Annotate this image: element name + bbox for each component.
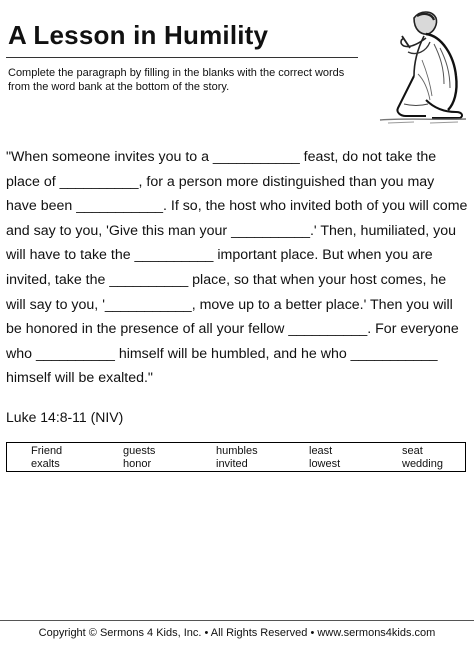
title-underline <box>6 57 358 58</box>
word-bank <box>6 442 466 472</box>
word-bank-item: guests <box>123 445 156 457</box>
word-bank-item: lowest <box>309 458 341 470</box>
word-bank-item: honor <box>123 458 152 470</box>
word-bank-item: seat <box>402 445 423 457</box>
copyright-footer: Copyright © Sermons 4 Kids, Inc. • All Rights Reserved • www.sermons4kids.com <box>38 627 436 639</box>
word-bank-item: least <box>309 445 333 457</box>
scripture-reference: Luke 14:8-11 (NIV) <box>6 409 124 425</box>
kneeling-praying-figure-icon <box>374 4 470 126</box>
word-bank-item: wedding <box>402 458 443 470</box>
story-passage: "When someone invites you to a ___________ feast, do not take the place of __________, for a person more distinguished than you may have been ___________. If so, the host who invited both of you will come and say to you, 'Give this man your __________.' Then, humiliated, you will have to take the __________ important place. But when you are invited, take the __________ place, so that when your host comes, he will say to you, '___________, move up to a better place.' Then you will be honored in the presence of all your fellow __________. For everyone who __________ himself will be humbled, and he who ___________ himself will be exalted." <box>6 149 468 387</box>
word-bank-item: exalts <box>31 458 60 470</box>
page-title: A Lesson in Humility <box>8 20 269 50</box>
footer-divider <box>0 620 474 621</box>
word-bank-item: invited <box>216 458 248 470</box>
instructions-text: Complete the paragraph by filling in the blanks with the correct words from the word bank at the bottom of the story. <box>8 67 345 93</box>
word-bank-item: humbles <box>216 445 258 457</box>
word-bank-item: Friend <box>31 445 63 457</box>
